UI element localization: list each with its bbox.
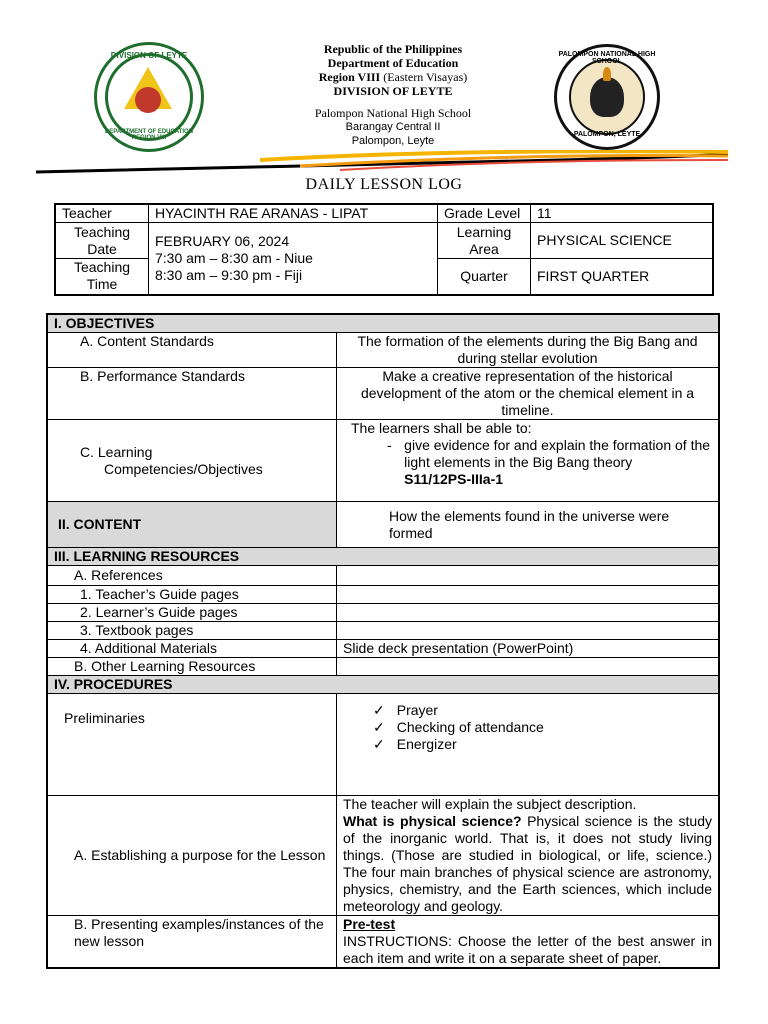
header-region: Region VIII (Eastern Visayas) — [318, 70, 468, 84]
header-division: DIVISION OF LEYTE — [333, 84, 453, 98]
grade-level-label: Grade Level — [438, 204, 531, 223]
performance-standards-label: B. Performance Standards — [47, 368, 337, 420]
header-republic: Republic of the Philippines — [323, 42, 463, 56]
learning-competencies-label: C. Learning Competencies/Objectives — [47, 420, 337, 502]
teaching-date-time-value: FEBRUARY 06, 2024 7:30 am – 8:30 am - Niue 8:30 am – 9:30 pm - Fiji — [149, 223, 438, 295]
references-label: A. References — [47, 566, 337, 586]
learning-area-label: Learning Area — [438, 223, 531, 259]
check-icon-prayer: ✓ Prayer — [373, 702, 712, 719]
document-title: DAILY LESSON LOG — [305, 176, 463, 193]
header-barangay: Barangay Central II — [345, 121, 441, 133]
additional-materials-label: 4. Additional Materials — [47, 640, 337, 658]
palompon-nhs-seal-icon — [554, 44, 660, 150]
teacher-value: HYACINTH RAE ARANAS - LIPAT — [149, 204, 438, 223]
learners-guide-label: 2. Learner’s Guide pages — [47, 604, 337, 622]
preliminaries-list — [337, 694, 720, 796]
teaching-date-label: Teaching Date — [55, 223, 149, 259]
content-label: II. CONTENT — [47, 502, 337, 548]
division-of-leyte-seal-icon — [94, 42, 204, 152]
left-seal-bottom-text: DEPARTMENT OF EDUCATION REGION VIII — [104, 129, 194, 141]
content-value: How the elements found in the universe were formed — [337, 502, 720, 548]
lesson-info-table — [54, 203, 714, 296]
check-icon-attendance: ✓ Checking of attendance — [373, 719, 712, 736]
establishing-purpose-value: The teacher will explain the subject description. What is physical science? Physical science is the study of the inorganic world. That is, it does not study living things. (Those are studied in biological, or life, science.) The four main branches of physical science are astronomy, physics, chemistry, and the Earth sciences, which include meteorology and geology. — [337, 796, 720, 916]
quarter-value: FIRST QUARTER — [531, 259, 714, 295]
learning-area-value: PHYSICAL SCIENCE — [531, 223, 714, 259]
left-seal-top-text: DIVISION OF LEYTE — [110, 51, 188, 60]
additional-materials-value: Slide deck presentation (PowerPoint) — [337, 640, 720, 658]
presenting-examples-label: B. Presenting examples/instances of the new lesson — [47, 916, 337, 969]
teachers-guide-label: 1. Teacher’s Guide pages — [47, 586, 337, 604]
other-resources-value — [337, 658, 720, 676]
teacher-label: Teacher — [55, 204, 149, 223]
textbook-pages-value — [337, 622, 720, 640]
check-icon-energizer: ✓ Energizer — [373, 736, 712, 753]
references-value — [337, 566, 720, 586]
learning-resources-header: III. LEARNING RESOURCES — [47, 548, 719, 566]
learning-competencies-value: The learners shall be able to: - give evidence for and explain the formation of the light elements in the Big Bang theory S11/12PS-IIIa-1 — [337, 420, 720, 502]
header-text-block — [250, 42, 536, 148]
lesson-plan-table — [46, 313, 720, 969]
performance-standards-value: Make a creative representation of the historical development of the atom or the chemical element in a timeline. — [337, 368, 720, 420]
header-deped: Department of Education — [327, 56, 459, 70]
right-seal-top-text: PALOMPON NATIONAL HIGH SCHOOL — [558, 51, 656, 65]
establishing-purpose-label: A. Establishing a purpose for the Lesson — [47, 796, 337, 916]
document-header — [0, 0, 768, 200]
teaching-time-label: Teaching Time — [55, 259, 149, 295]
textbook-pages-label: 3. Textbook pages — [47, 622, 337, 640]
content-standards-value: The formation of the elements during the Big Bang and during stellar evolution — [337, 333, 720, 368]
procedures-header: IV. PROCEDURES — [47, 676, 719, 694]
header-school: Palompon National High School — [314, 106, 472, 120]
objectives-header: I. OBJECTIVES — [47, 314, 719, 333]
learners-guide-value — [337, 604, 720, 622]
right-seal-bottom-text: PALOMPON, LEYTE — [573, 131, 641, 138]
other-resources-label: B. Other Learning Resources — [47, 658, 337, 676]
teachers-guide-value — [337, 586, 720, 604]
preliminaries-label: Preliminaries — [47, 694, 337, 796]
presenting-examples-value: Pre-test INSTRUCTIONS: Choose the letter of the best answer in each item and write it on a separate sheet of paper. — [337, 916, 720, 969]
grade-level-value: 11 — [531, 204, 714, 223]
header-town: Palompon, Leyte — [351, 135, 435, 147]
quarter-label: Quarter — [438, 259, 531, 295]
content-standards-label: A. Content Standards — [47, 333, 337, 368]
